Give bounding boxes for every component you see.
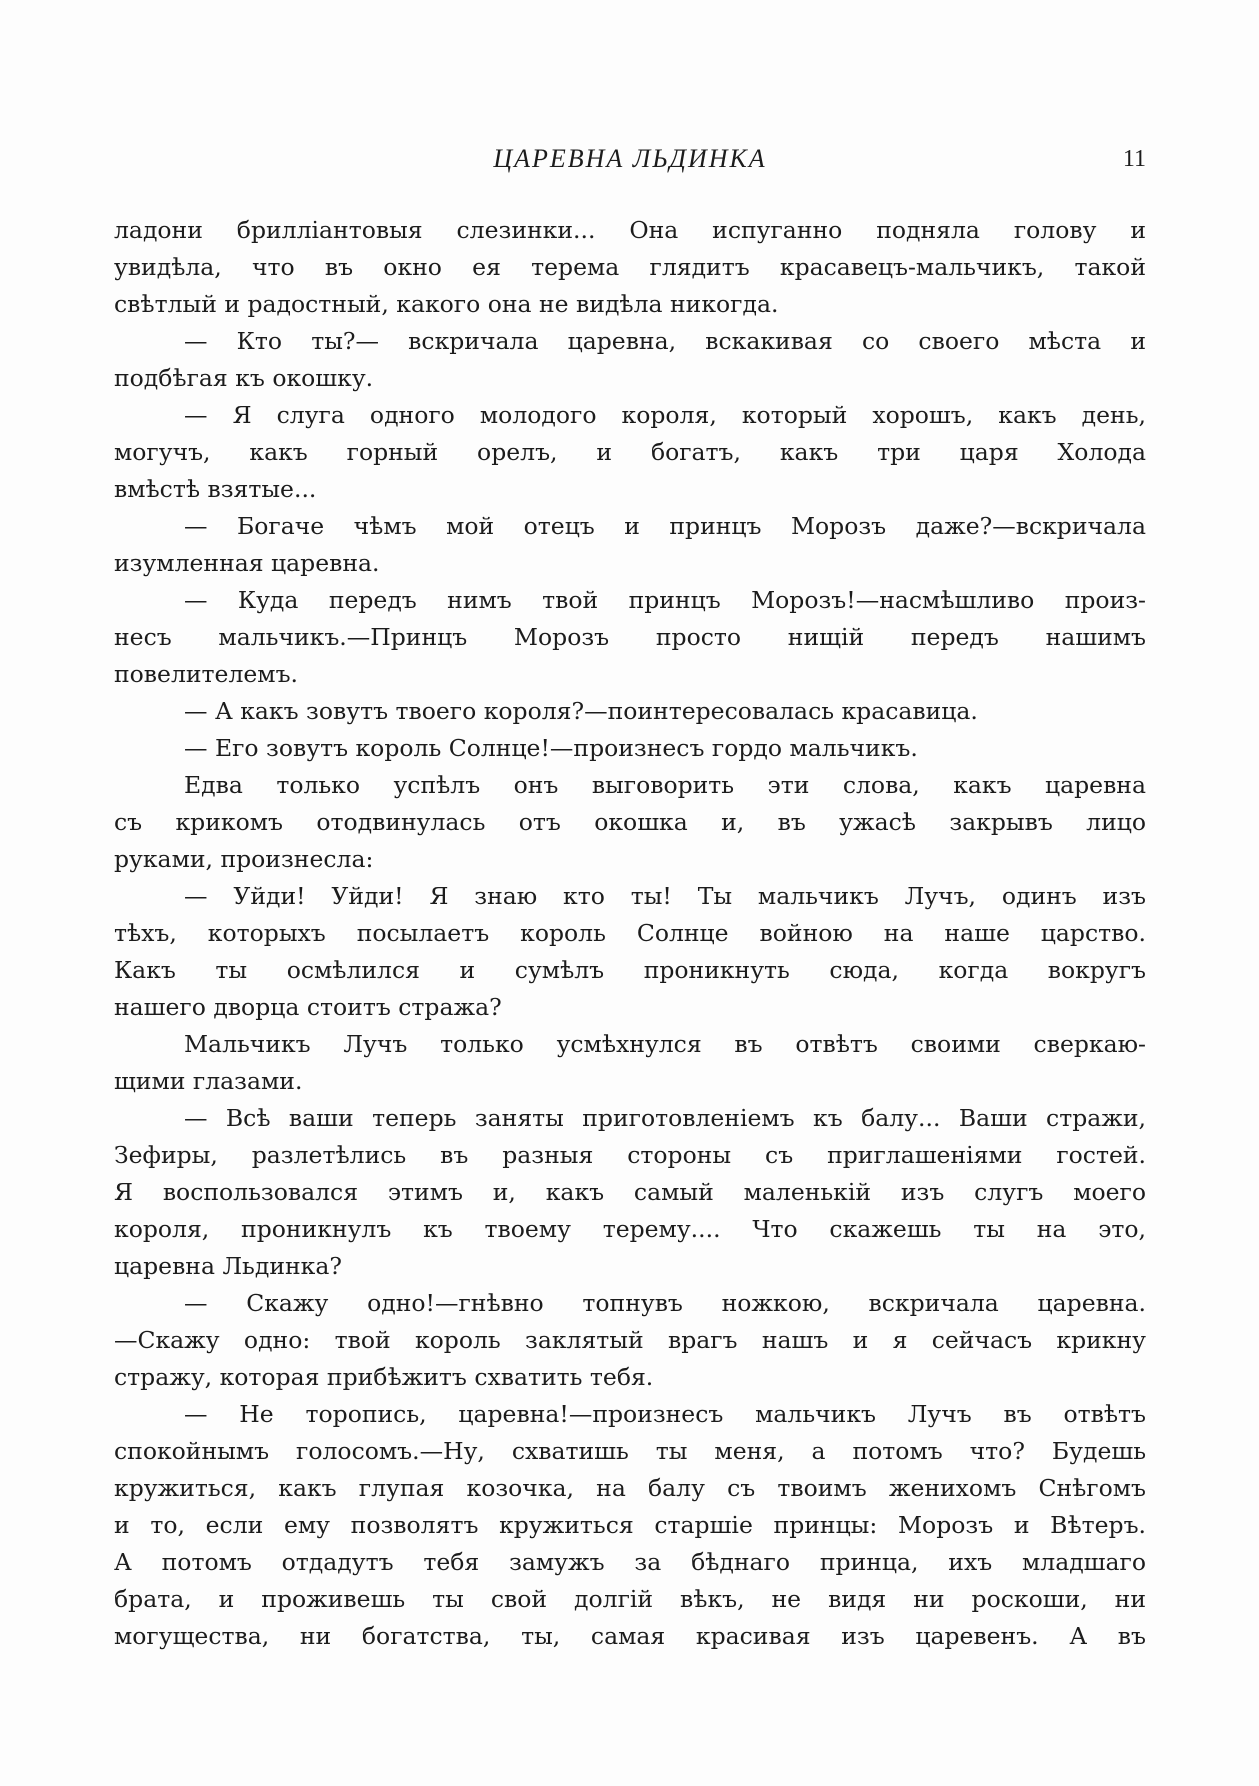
text-line: могущества, ни богатства, ты, самая красивая изъ царевенъ. А въ <box>114 1622 1146 1650</box>
text-line: Едва только успѣлъ онъ выговорить эти слова, какъ царевна <box>184 771 1146 799</box>
text-line: свѣтлый и радостный, какого она не видѣла никогда. <box>114 290 779 318</box>
text-line: —Скажу одно: твой король заклятый врагъ нашъ и я сейчасъ крикну <box>114 1326 1146 1354</box>
text-line: нашего дворца стоитъ стража? <box>114 993 502 1021</box>
page-header <box>114 140 1146 180</box>
text-line: — А какъ зовутъ твоего короля?—поинтересовалась красавица. <box>184 697 978 725</box>
text-line: щими глазами. <box>114 1067 303 1095</box>
text-line: Какъ ты осмѣлился и сумѣлъ проникнуть сюда, когда вокругъ <box>114 956 1146 984</box>
text-line: несъ мальчикъ.—Принцъ Морозъ просто нищiй передъ нашимъ <box>114 623 1146 651</box>
text-line: — Скажу одно!—гнѣвно топнувъ ножкою, вскричала царевна. <box>184 1289 1146 1317</box>
text-line: — Куда передъ нимъ твой принцъ Морозъ!—насмѣшливо произ- <box>184 586 1146 614</box>
text-line: руками, произнесла: <box>114 845 374 873</box>
text-line: Мальчикъ Лучъ только усмѣхнулся въ отвѣтъ своими сверкаю- <box>184 1030 1146 1058</box>
text-line: — Не торопись, царевна!—произнесъ мальчикъ Лучъ въ отвѣтъ <box>184 1400 1146 1428</box>
text-line: — Уйди! Уйди! Я знаю кто ты! Ты мальчикъ Лучъ, одинъ изъ <box>184 882 1146 910</box>
text-line: и то, если ему позволятъ кружиться старшiе принцы: Морозъ и Вѣтеръ. <box>114 1511 1146 1539</box>
text-line: короля, проникнулъ къ твоему терему.... Что скажешь ты на это, <box>114 1215 1146 1243</box>
text-line: подбѣгая къ окошку. <box>114 364 374 392</box>
text-line: брата, и проживешь ты свой долгiй вѣкъ, не видя ни роскоши, ни <box>114 1585 1146 1613</box>
body-text <box>114 212 1146 1655</box>
text-line: — Кто ты?— вскричала царевна, вскакивая со своего мѣста и <box>184 327 1146 355</box>
page-number: 11 <box>1122 146 1146 172</box>
text-line: — Его зовутъ король Солнце!—произнесъ гордо мальчикъ. <box>184 734 918 762</box>
running-title: ЦАРЕВНА ЛЬДИНКА <box>493 144 767 173</box>
text-line: ладони бриллiантовыя слезинки... Она испуганно подняла голову и <box>114 216 1146 244</box>
text-line: тѣхъ, которыхъ посылаетъ король Солнце войною на наше царство. <box>114 919 1146 947</box>
text-line: могучъ, какъ горный орелъ, и богатъ, какъ три царя Холода <box>114 438 1146 466</box>
text-line: — Всѣ ваши теперь заняты приготовленiемъ къ балу... Ваши стражи, <box>184 1104 1146 1132</box>
text-line: стражу, которая прибѣжитъ схватить тебя. <box>114 1363 654 1391</box>
text-line: съ крикомъ отодвинулась отъ окошка и, въ ужасѣ закрывъ лицо <box>114 808 1146 836</box>
text-line: изумленная царевна. <box>114 549 380 577</box>
text-line: Я воспользовался этимъ и, какъ самый маленькiй изъ слугъ моего <box>114 1178 1146 1206</box>
text-line: А потомъ отдадутъ тебя замужъ за бѣднаго принца, ихъ младшаго <box>114 1548 1146 1576</box>
text-line: — Я слуга одного молодого короля, который хорошъ, какъ день, <box>184 401 1146 429</box>
text-line: — Богаче чѣмъ мой отецъ и принцъ Морозъ даже?—вскричала <box>184 512 1146 540</box>
text-line: Зефиры, разлетѣлись въ разныя стороны съ приглашенiями гостей. <box>114 1141 1146 1169</box>
text-line: повелителемъ. <box>114 660 298 688</box>
text-line: царевна Льдинка? <box>114 1252 342 1280</box>
text-line: увидѣла, что въ окно ея терема глядитъ красавецъ-мальчикъ, такой <box>114 253 1146 281</box>
text-line: спокойнымъ голосомъ.—Ну, схватишь ты меня, а потомъ что? Будешь <box>114 1437 1146 1465</box>
text-line: кружиться, какъ глупая козочка, на балу съ твоимъ женихомъ Снѣгомъ <box>114 1474 1146 1502</box>
text-line: вмѣстѣ взятые... <box>114 475 317 503</box>
